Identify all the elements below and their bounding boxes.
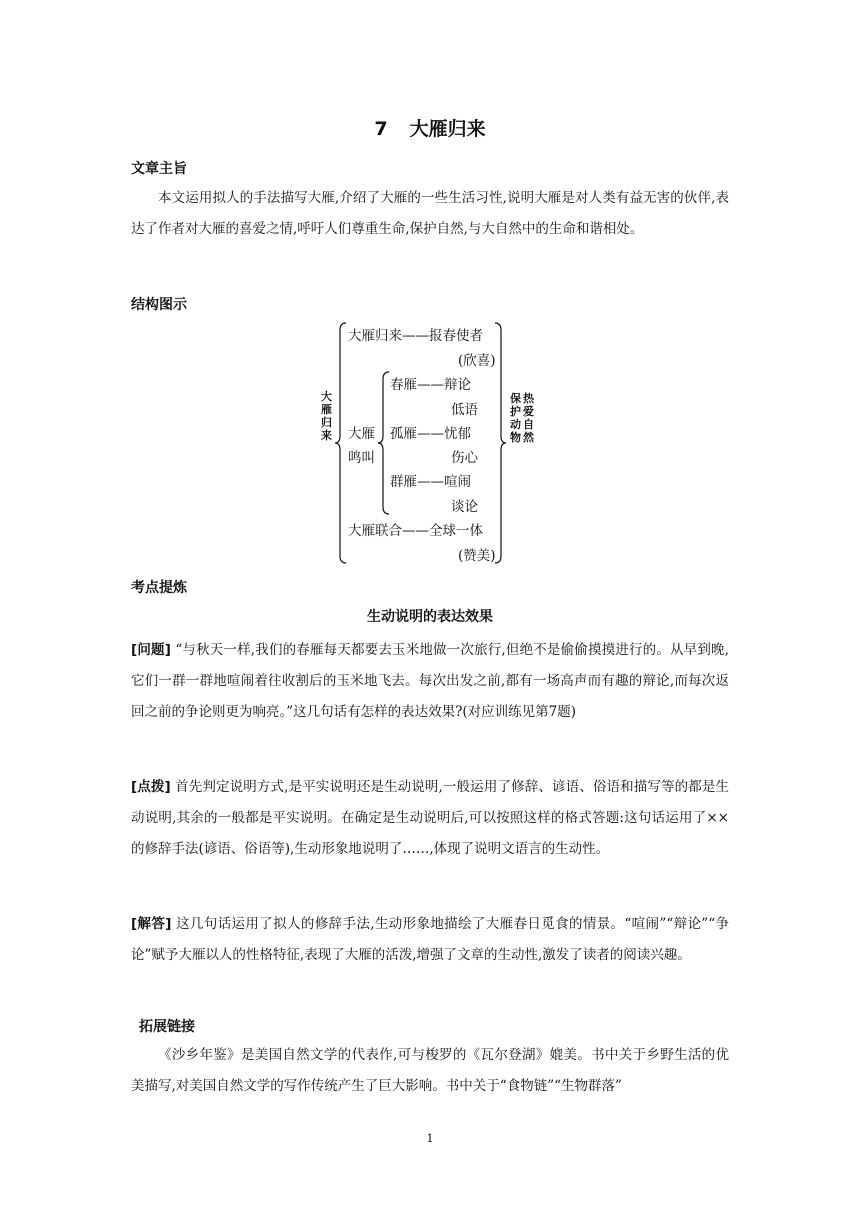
hint-paragraph: [131, 772, 729, 865]
question-tag: [问题]: [131, 642, 171, 658]
diagram-mid-label-1: 大雁: [348, 426, 375, 442]
diagram-row1: 大雁归来——报春使者: [348, 328, 483, 344]
structure-heading: 结构图示: [131, 297, 187, 313]
left-brace: [335, 323, 346, 563]
diagram-sub3-b: 谈论: [451, 499, 478, 515]
answer-paragraph: [131, 909, 729, 971]
question-text: “与秋天一样,我们的春雁每天都要去玉米地做一次旅行,但绝不是偷偷摸摸进行的。从早到晚,它们一群一群地喧闹着往收割后的玉米地飞去。每次出发之前,都有一场高声而有趣的辩论,而每次返回之前的争论则更为响亮。”这几句话有怎样的表达效果?(对应训练见第7题): [131, 642, 729, 720]
inner-brace: [378, 372, 389, 514]
page-number: 1: [426, 1132, 434, 1145]
diagram-row3-note: (赞美): [458, 548, 496, 564]
points-heading: 考点提炼: [131, 580, 187, 596]
right-brace: [495, 323, 506, 563]
title-text: 大雁归来: [409, 118, 486, 140]
diagram-row3: 大雁联合——全球一体: [348, 523, 483, 539]
diagram-sub2: 孤雁——忧郁: [390, 426, 471, 442]
diagram-right-label-2: 热爱自然: [523, 392, 534, 444]
answer-text: 这几句话运用了拟人的修辞手法,生动形象地描绘了大雁春日觅食的情景。“喧闹”“辩论”“争论”赋予大雁以人的性格特征,表现了大雁的活泼,增强了文章的生动性,激发了读者的阅读兴趣。: [131, 916, 729, 963]
theme-text: 本文运用拟人的手法描写大雁,介绍了大雁的一些生活习性,说明大雁是对人类有益无害的伙伴,表达了作者对大雁的喜爱之情,呼吁人们尊重生命,保护自然,与大自然中的生命和谐相处。: [131, 190, 729, 237]
diagram-right-label-1: 保护动物: [510, 392, 521, 444]
extension-heading: 拓展链接: [139, 1019, 195, 1035]
question-paragraph: [131, 635, 729, 728]
theme-heading: 文章主旨: [131, 161, 187, 177]
hint-text: 首先判定说明方式,是平实说明还是生动说明,一般运用了修辞、谚语、俗语和描写等的都是生动说明,其余的一般都是平实说明。在确定是生动说明后,可以按照这样的格式答题:这句话运用了××的修辞手法(谚语、俗语等),生动形象地说明了……,体现了说明文语言的生动性。: [131, 779, 729, 857]
diagram-sub1-b: 低语: [451, 402, 478, 418]
hint-tag: [点拨]: [131, 779, 171, 795]
diagram-left-label: 大雁归来: [321, 390, 332, 442]
diagram-row1-note: (欣喜): [458, 353, 496, 369]
answer-tag: [解答]: [131, 916, 172, 932]
diagram-sub2-b: 伤心: [451, 450, 478, 466]
diagram-sub3: 群雁——喧闹: [390, 474, 471, 490]
title-number: 7: [374, 118, 388, 140]
diagram-sub1: 春雁——辩论: [390, 377, 471, 393]
extension-text: 《沙乡年鉴》是美国自然文学的代表作,可与梭罗的《瓦尔登湖》媲美。书中关于乡野生活的优美描写,对美国自然文学的写作传统产生了巨大影响。书中关于“食物链”“生物群落”: [131, 1047, 729, 1094]
diagram-mid-label-2: 鸣叫: [348, 450, 375, 466]
points-subtitle: 生动说明的表达效果: [367, 609, 493, 625]
